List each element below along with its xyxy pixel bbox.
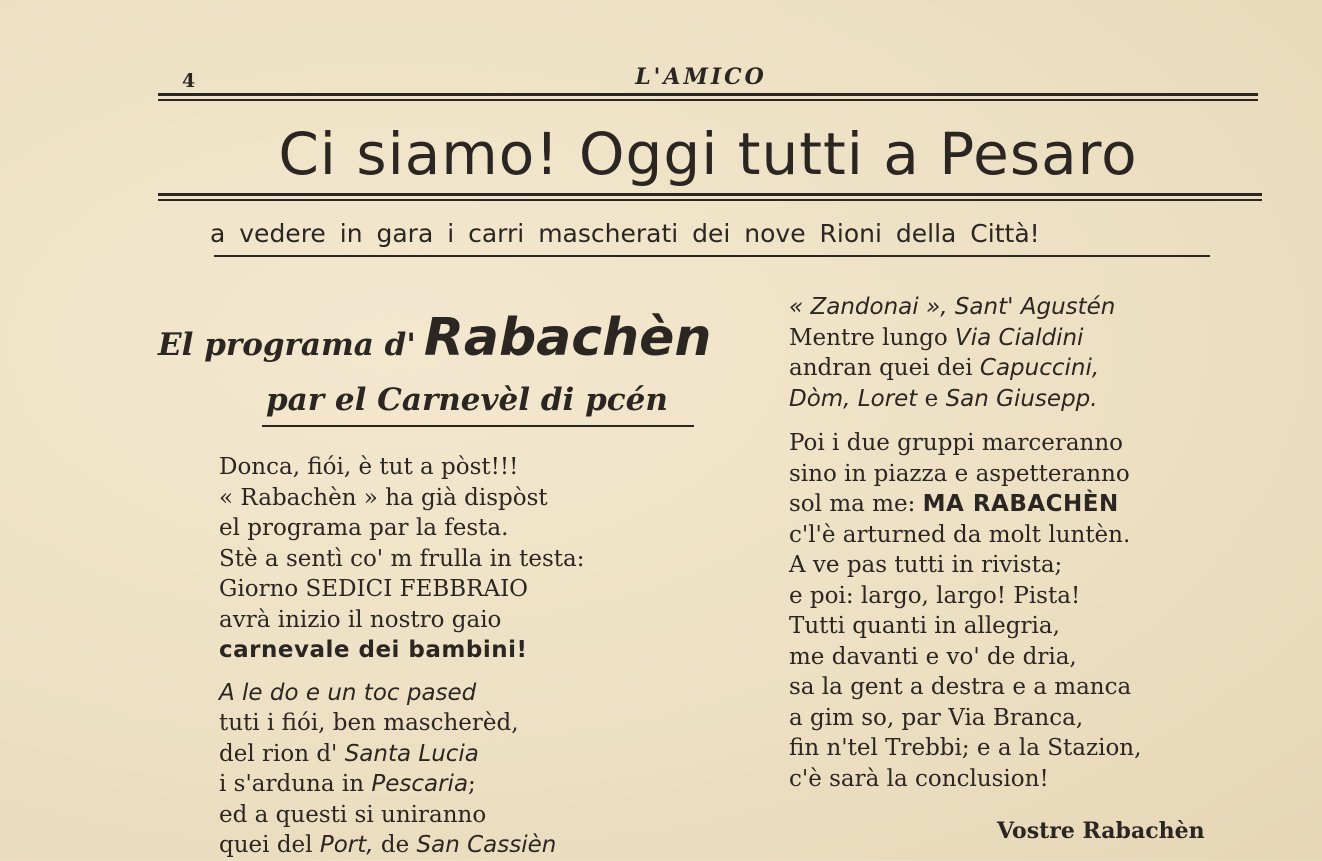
place-name: Pescaria	[371, 771, 469, 797]
poem-title-rule	[262, 425, 694, 427]
place-name: Via Cialdini	[955, 324, 1084, 351]
verse-line: tuti i fiói, ben mascherèd,	[219, 710, 519, 736]
verse-text: quei del	[219, 832, 320, 858]
verse-text: e	[917, 385, 946, 412]
left-column	[219, 452, 584, 861]
place-name: Port,	[319, 832, 374, 858]
poem-title-prefix: El programa d'	[158, 327, 416, 363]
verse-line	[789, 353, 1115, 384]
name-highlight: MA RABACHÈN	[922, 491, 1119, 517]
poem-title-name: Rabachèn	[423, 308, 712, 368]
verse-line: Giorno SEDICI FEBBRAIO	[219, 576, 529, 602]
subheadline: a vedere in gara i carri mascherati dei nove Rioni della Città!	[210, 219, 1040, 248]
verse-line: c'è sarà la conclusion!	[789, 765, 1049, 792]
verse-line: Poi i due gruppi marceranno	[789, 430, 1124, 456]
verse-line: A le do e un toc pased	[219, 679, 477, 706]
verse-line: fin n'tel Trebbi; e a la Stazion,	[789, 735, 1142, 761]
verse-line: a gim so, par Via Branca,	[789, 704, 1084, 731]
verse-line: A ve pas tutti in rivista;	[789, 552, 1063, 578]
poem-title-line2: par el Carnevèl di pcén	[266, 382, 668, 418]
verse-text: sol ma me:	[789, 491, 923, 517]
verse-text: i s'arduna in	[219, 771, 372, 797]
verse-line: Stè a sentì co' m frulla in testa:	[219, 545, 585, 572]
place-name: « Zandonai »	[789, 294, 941, 320]
verse-line-bold: carnevale dei bambini!	[219, 637, 528, 663]
place-name: Capuccini,	[979, 355, 1100, 381]
page-number: 4	[182, 70, 196, 92]
verse-line: ed a questi si uniranno	[219, 801, 487, 828]
verse-line: c'l'è arturned da molt luntèn.	[789, 521, 1131, 548]
verse-line: Tutti quanti in allegria,	[789, 613, 1060, 639]
poem-title-line1	[158, 308, 711, 368]
place-name: Santa Lucia	[344, 740, 479, 767]
verse-line	[789, 384, 1115, 415]
verse-text: del rion d'	[219, 740, 345, 767]
signature: Vostre Rabachèn	[997, 818, 1205, 844]
verse-text: Mentre lungo	[789, 324, 955, 351]
verse-text: ;	[468, 771, 476, 797]
headline-rule	[158, 193, 1262, 196]
stanza-gap	[219, 666, 584, 678]
verse-line: « Rabachèn » ha già dispòst	[219, 484, 548, 511]
masthead: L'AMICO	[635, 64, 767, 90]
verse-line: sa la gent a destra e a manca	[789, 674, 1132, 700]
right-column-stanza1	[789, 292, 1115, 414]
verse-line	[789, 489, 1141, 520]
verse-line: avrà inizio il nostro gaio	[219, 606, 502, 633]
right-column-stanza2	[789, 428, 1141, 794]
subheadline-rule	[214, 255, 1210, 257]
verse-line	[789, 323, 1115, 354]
verse-line: Donca, fiói, è tut a pòst!!!	[219, 454, 519, 480]
verse-line	[219, 830, 584, 861]
verse-text: andran quei dei	[789, 355, 980, 381]
verse-line	[219, 769, 584, 800]
verse-text: de	[373, 832, 417, 858]
verse-line: e poi: largo, largo! Pista!	[789, 582, 1081, 609]
headline: Ci siamo! Oggi tutti a Pesaro	[278, 120, 1138, 188]
top-rule-thin	[158, 99, 1258, 101]
place-name: San Cassièn	[416, 832, 557, 858]
place-name: , Sant' Agustén	[940, 294, 1116, 320]
verse-line: me davanti e vo' de dria,	[789, 643, 1077, 670]
place-name: Dòm, Loret	[789, 385, 918, 412]
verse-line	[219, 739, 584, 770]
place-name: San Giusepp.	[945, 385, 1098, 412]
headline-rule-thin	[158, 199, 1262, 201]
verse-line	[789, 292, 1115, 323]
top-rule	[158, 93, 1258, 96]
verse-line: sino in piazza e aspetteranno	[789, 460, 1130, 487]
verse-line: el programa par la festa.	[219, 515, 509, 541]
